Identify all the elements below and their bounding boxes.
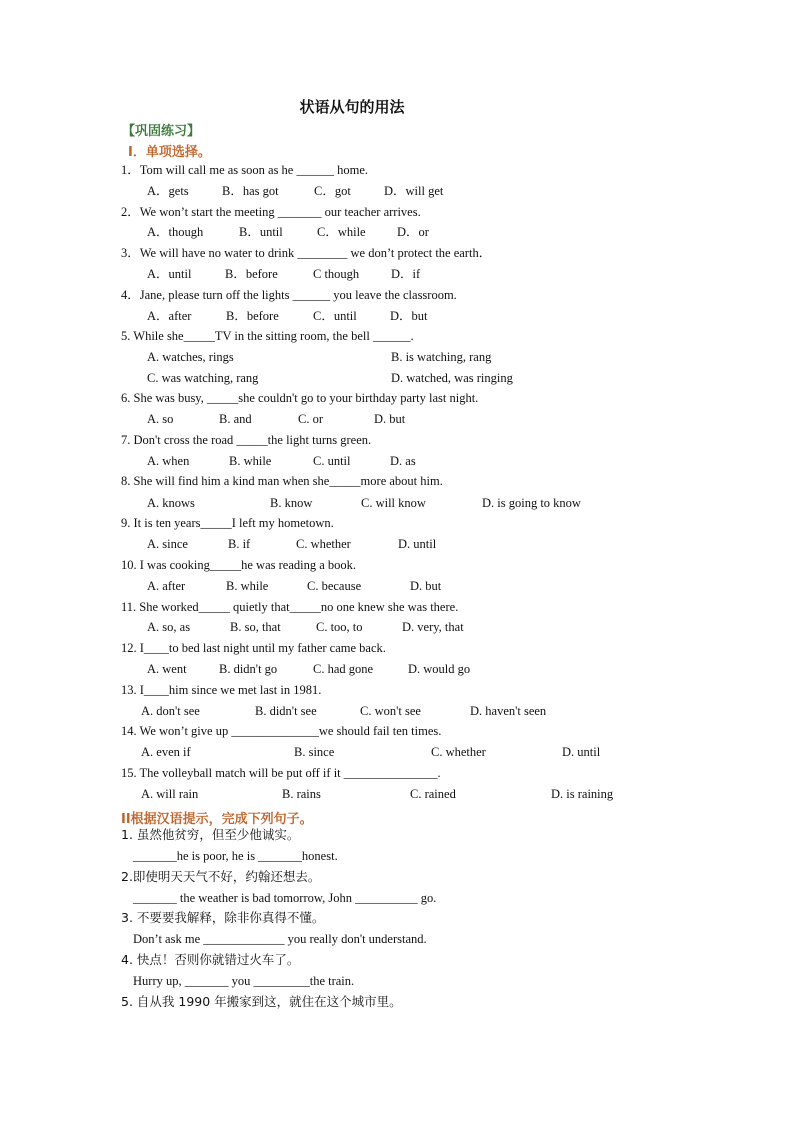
- q12-option-a: A. went: [147, 662, 187, 676]
- question-4: 4．Jane, please turn off the lights ______ you leave the classroom.: [121, 288, 457, 302]
- q15-option-d: D. is raining: [551, 787, 614, 801]
- q1-option-b: B．has got: [222, 184, 279, 198]
- q3-option-c: C though: [313, 267, 360, 281]
- translation-4-chinese: 4. 快点！否则你就错过火车了。: [121, 952, 300, 967]
- q3-option-d: D．if: [391, 267, 421, 281]
- q4-option-b: B．before: [226, 309, 279, 323]
- q14-option-d: D. until: [562, 745, 601, 759]
- q6-option-c: C. or: [298, 412, 323, 426]
- q3-option-a: A．until: [147, 267, 192, 281]
- q13-option-c: C. won't see: [360, 704, 421, 718]
- q11-option-b: B. so, that: [230, 620, 281, 634]
- section1-heading: 【巩固练习】: [122, 124, 201, 139]
- translation-3-chinese: 3. 不要要我解释，除非你真得不懂。: [121, 910, 325, 925]
- q2-option-a: A．though: [147, 225, 204, 239]
- q10-option-a: A. after: [147, 579, 186, 593]
- q14-option-c: C. whether: [431, 745, 486, 759]
- q5-option-d: D. watched, was ringing: [391, 371, 513, 385]
- q1-option-c: C．got: [314, 184, 351, 198]
- page-title: 状语从句的用法: [299, 98, 405, 116]
- section1-subheading: I．单项选择。: [128, 145, 211, 160]
- q4-option-c: C．until: [313, 309, 357, 323]
- q1-option-d: D．will get: [384, 184, 444, 198]
- q4-option-d: D．but: [390, 309, 428, 323]
- q10-option-d: D. but: [410, 579, 442, 593]
- question-7: 7. Don't cross the road _____the light turns green.: [121, 433, 372, 447]
- question-12: 12. I____to bed last night until my father came back.: [121, 641, 386, 655]
- q2-option-d: D．or: [397, 225, 429, 239]
- q6-option-a: A. so: [147, 412, 174, 426]
- q14-option-b: B. since: [294, 745, 335, 759]
- section2-heading: II根据汉语提示，完成下列句子。: [121, 812, 313, 827]
- question-8: 8. She will find him a kind man when she_____more about him.: [121, 474, 443, 488]
- question-3: 3．We will have no water to drink ________ we don’t protect the earth．: [121, 246, 492, 260]
- q12-option-d: D. would go: [408, 662, 471, 676]
- q8-option-a: A. knows: [147, 496, 195, 510]
- q8-option-b: B. know: [270, 496, 313, 510]
- q7-option-d: D. as: [390, 454, 416, 468]
- q8-option-d: D. is going to know: [482, 496, 581, 510]
- q10-option-c: C. because: [307, 579, 362, 593]
- q5-option-b: B. is watching, rang: [391, 350, 492, 364]
- q2-option-b: B．until: [239, 225, 283, 239]
- q15-option-b: B. rains: [282, 787, 321, 801]
- q11-option-c: C. too, to: [316, 620, 363, 634]
- q13-option-a: A. don't see: [141, 704, 200, 718]
- q1-option-a: A．gets: [147, 184, 189, 198]
- q7-option-a: A. when: [147, 454, 190, 468]
- q8-option-c: C. will know: [361, 496, 426, 510]
- question-11: 11. She worked_____ quietly that_____no one knew she was there.: [121, 600, 459, 614]
- question-5: 5. While she_____TV in the sitting room, the bell ______.: [121, 329, 414, 343]
- translation-1-english: _______he is poor, he is _______honest.: [133, 849, 338, 863]
- q12-option-c: C. had gone: [313, 662, 374, 676]
- question-9: 9. It is ten years_____I left my hometown.: [121, 516, 334, 530]
- q14-option-a: A. even if: [141, 745, 191, 759]
- question-13: 13. I____him since we met last in 1981.: [121, 683, 322, 697]
- q6-option-b: B. and: [219, 412, 252, 426]
- translation-1-chinese: 1. 虽然他贫穷，但至少他诚实。: [121, 827, 300, 842]
- q15-option-c: C. rained: [410, 787, 456, 801]
- translation-3-english: Don’t ask me _____________ you really don't understand.: [133, 932, 427, 946]
- question-10: 10. I was cooking_____he was reading a book.: [121, 558, 357, 572]
- q7-option-c: C. until: [313, 454, 351, 468]
- q13-option-b: B. didn't see: [255, 704, 317, 718]
- q10-option-b: B. while: [226, 579, 269, 593]
- question-15: 15. The volleyball match will be put off if it _______________.: [121, 766, 441, 780]
- q11-option-a: A. so, as: [147, 620, 191, 634]
- q12-option-b: B. didn't go: [219, 662, 278, 676]
- q9-option-b: B. if: [228, 537, 251, 551]
- q13-option-d: D. haven't seen: [470, 704, 547, 718]
- q5-option-a: A. watches, rings: [147, 350, 234, 364]
- q2-option-c: C．while: [317, 225, 366, 239]
- q9-option-c: C. whether: [296, 537, 351, 551]
- translation-5-chinese: 5. 自从我 1990 年搬家到这，就住在这个城市里。: [121, 994, 402, 1009]
- translation-4-english: Hurry up, _______ you _________the train.: [133, 974, 355, 988]
- q15-option-a: A. will rain: [141, 787, 199, 801]
- question-14: 14. We won’t give up ______________we should fail ten times.: [121, 724, 442, 738]
- question-6: 6. She was busy, _____she couldn't go to your birthday party last night.: [121, 391, 479, 405]
- translation-2-chinese: 2.即使明天天气不好，约翰还想去。: [121, 869, 321, 884]
- q9-option-d: D. until: [398, 537, 437, 551]
- translation-2-english: _______ the weather is bad tomorrow, John __________ go.: [133, 891, 437, 905]
- q5-option-c: C. was watching, rang: [147, 371, 259, 385]
- q7-option-b: B. while: [229, 454, 272, 468]
- q4-option-a: A．after: [147, 309, 192, 323]
- question-2: 2．We won’t start the meeting _______ our teacher arrives.: [121, 205, 421, 219]
- q11-option-d: D. very, that: [402, 620, 464, 634]
- q3-option-b: B．before: [225, 267, 278, 281]
- q6-option-d: D. but: [374, 412, 406, 426]
- question-1: 1．Tom will call me as soon as he ______ home.: [121, 163, 369, 177]
- q9-option-a: A. since: [147, 537, 188, 551]
